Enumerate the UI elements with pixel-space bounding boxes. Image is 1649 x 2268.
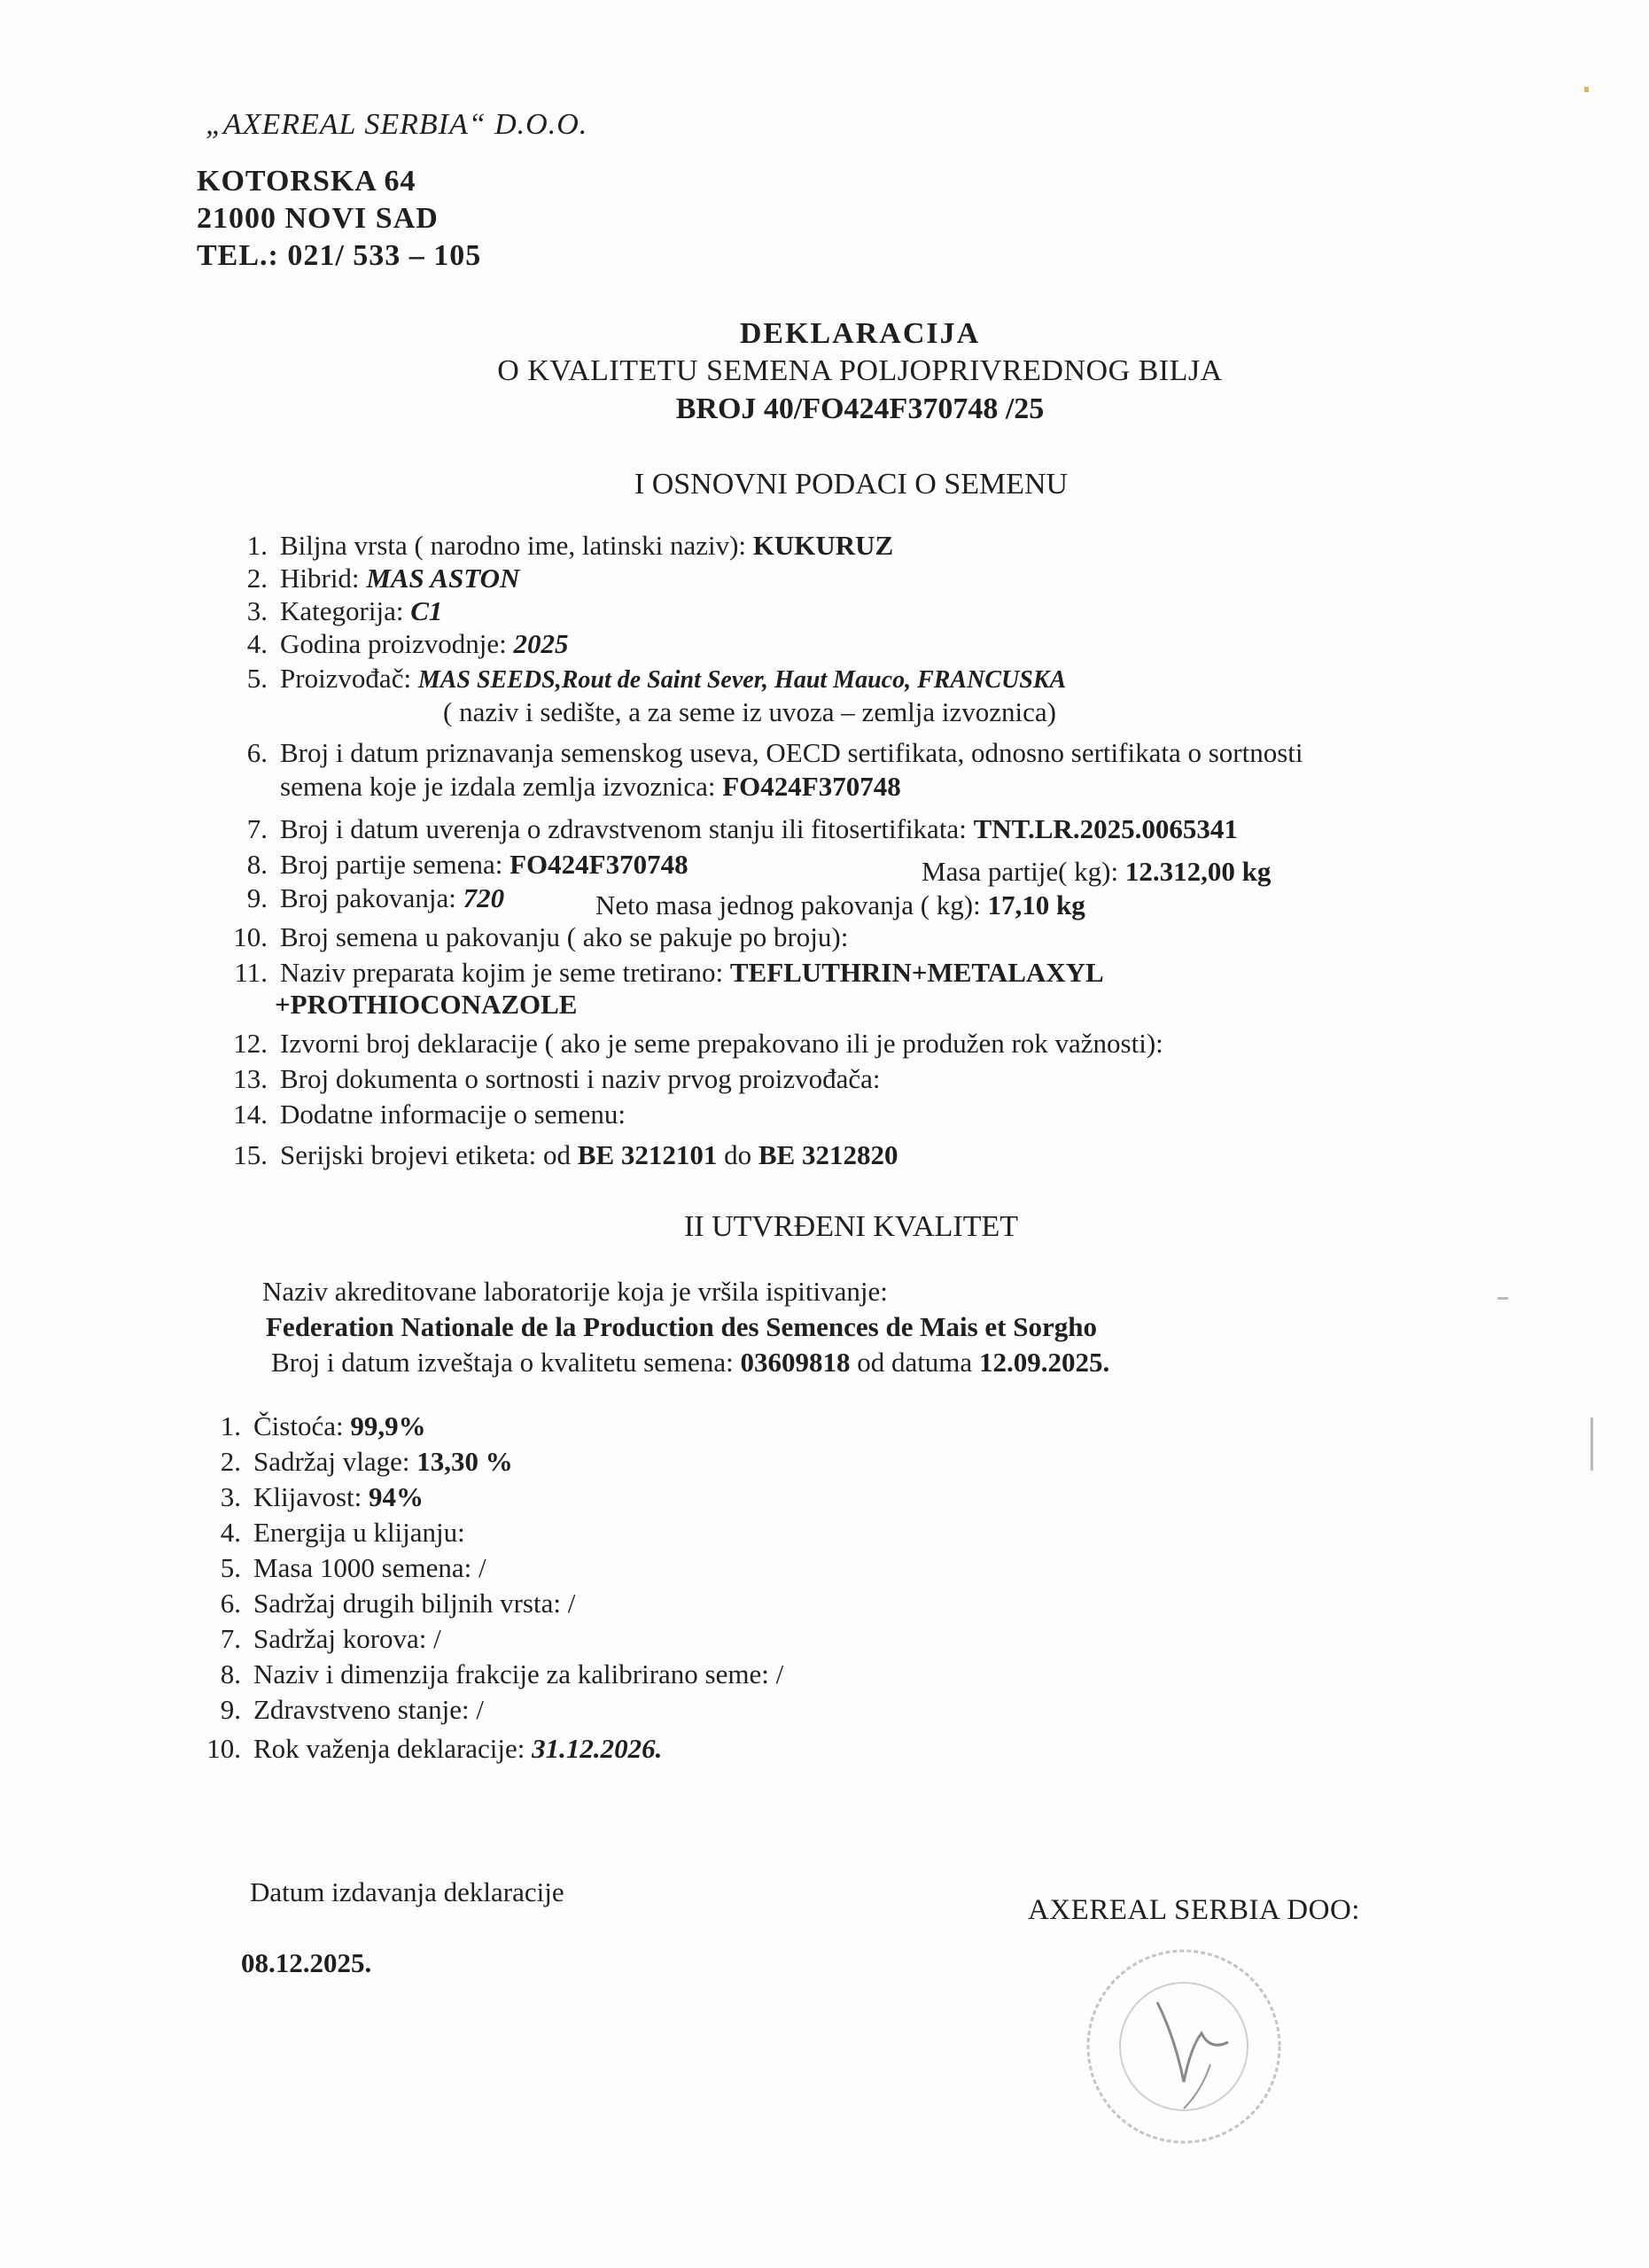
- scan-artifact-mark: [1497, 1297, 1508, 1300]
- item-number: 9.: [220, 1694, 241, 1725]
- item-number: 10.: [206, 1733, 241, 1764]
- item-number: 4.: [220, 1517, 241, 1548]
- item-value: MAS ASTON: [366, 563, 520, 594]
- item-number: 13.: [233, 1063, 268, 1094]
- item-label: Izvorni broj deklaracije ( ako je seme prepakovano ili je produžen rok važnosti):: [280, 1028, 1163, 1059]
- s1-item-6-cont: [280, 771, 901, 803]
- item-label: Broj i datum priznavanja semenskog useva, OECD sertifikata, odnosno sertifikata o sortnosti: [280, 737, 1303, 768]
- item-label: Masa partije( kg):: [922, 856, 1119, 887]
- issue-date-label: Datum izdavanja deklaracije: [250, 1876, 564, 1907]
- item-label: Neto masa jednog pakovanja ( kg):: [595, 889, 981, 920]
- item-number: 7.: [246, 813, 268, 844]
- item-value: /: [476, 1694, 485, 1725]
- item-number: 1.: [220, 1410, 241, 1441]
- item-number: 8.: [246, 849, 268, 880]
- item-label: Energija u klijanju:: [253, 1517, 465, 1548]
- item-number: 9.: [246, 882, 268, 913]
- item-number: 2.: [220, 1446, 241, 1477]
- s1-item-11: [223, 957, 1104, 989]
- item-label: Zdravstveno stanje:: [253, 1694, 470, 1725]
- item-label: Godina proizvodnje:: [280, 628, 507, 659]
- s1-item-5: [223, 663, 1066, 695]
- item-number: 6.: [220, 1588, 241, 1619]
- item-number: 11.: [234, 957, 268, 988]
- scan-artifact-mark: [1584, 87, 1589, 92]
- item-number: 8.: [220, 1658, 241, 1689]
- item-number: 1.: [246, 530, 268, 561]
- s2-item-6: [197, 1588, 575, 1619]
- scan-artifact-mark: [1591, 1418, 1593, 1471]
- s1-item-1: [223, 530, 893, 562]
- item-number: 14.: [233, 1099, 268, 1130]
- s2-item-1: [197, 1410, 426, 1442]
- item-value: KUKURUZ: [752, 530, 894, 561]
- section-1-heading: I OSNOVNI PODACI O SEMENU: [634, 468, 1069, 501]
- item-label: Naziv preparata kojim je seme tretirano:: [280, 957, 724, 988]
- item-label: Broj dokumenta o sortnosti i naziv prvog proizvođača:: [280, 1063, 881, 1094]
- item-value: 17,10 kg: [987, 889, 1085, 920]
- item-value: 2025: [513, 628, 569, 659]
- item-number: 5.: [220, 1552, 241, 1583]
- item-label: Biljna vrsta ( narodno ime, latinski naziv):: [280, 530, 747, 561]
- signature-label: AXEREAL SERBIA DOO:: [1028, 1894, 1360, 1926]
- item-label: Broj semena u pakovanju ( ako se pakuje po broju):: [280, 921, 849, 952]
- item-value: 12.312,00 kg: [1124, 856, 1272, 887]
- lab-name: Federation Nationale de la Production des Semences de Mais et Sorgho: [266, 1311, 1097, 1342]
- s2-item-10: [197, 1733, 662, 1765]
- report-label: Broj i datum izveštaja o kvalitetu semena:: [271, 1347, 734, 1378]
- item-number: 4.: [246, 628, 268, 659]
- report-line: [271, 1347, 1109, 1379]
- s1-item-9: [223, 882, 504, 914]
- s1-item-10: [223, 921, 848, 953]
- company-name: „AXEREAL SERBIA“ D.O.O.: [206, 108, 588, 141]
- item-number: 10.: [233, 921, 268, 952]
- s2-item-9: [197, 1694, 484, 1726]
- issue-date-value: 08.12.2025.: [241, 1947, 372, 1978]
- item-value: 31.12.2026.: [532, 1733, 663, 1764]
- item-value: FO424F370748: [722, 771, 901, 802]
- stamp-signature-image: [1077, 1940, 1290, 2153]
- s2-item-2: [197, 1446, 513, 1478]
- item-label: Sadržaj korova:: [253, 1623, 427, 1654]
- item-value: TNT.LR.2025.0065341: [973, 813, 1238, 844]
- company-phone: TEL.: 021/ 533 – 105: [197, 239, 482, 272]
- item-label: semena koje je izdala zemlja izvoznica:: [280, 771, 716, 802]
- item-value: /: [478, 1552, 486, 1583]
- s2-item-3: [197, 1481, 424, 1513]
- item-label: Masa 1000 semena:: [253, 1552, 472, 1583]
- item-label: Proizvođač:: [280, 663, 412, 694]
- item-label: Broj partije semena:: [280, 849, 503, 880]
- s1-item-7: [223, 813, 1238, 845]
- item-value: BE 3212820: [758, 1139, 898, 1170]
- item-number: 3.: [246, 595, 268, 626]
- item-value: TEFLUTHRIN+METALAXYL: [729, 957, 1104, 988]
- item-number: 15.: [233, 1139, 268, 1170]
- item-value: FO424F370748: [509, 849, 688, 880]
- item-value: /: [433, 1623, 441, 1654]
- item-label: Sadržaj drugih biljnih vrsta:: [253, 1588, 561, 1619]
- item-number: 7.: [220, 1623, 241, 1654]
- s2-item-4: [197, 1517, 465, 1549]
- item-value: 99,9%: [350, 1410, 426, 1441]
- section-2-heading: II UTVRĐENI KVALITET: [683, 1210, 1019, 1243]
- item-label: Čistoća:: [253, 1410, 344, 1441]
- item-number: 3.: [220, 1481, 241, 1512]
- report-number: 03609818: [740, 1347, 851, 1378]
- item-label: do: [724, 1139, 752, 1170]
- item-label: Klijavost:: [253, 1481, 362, 1512]
- item-value: 94%: [369, 1481, 424, 1512]
- item-number: 6.: [246, 737, 268, 768]
- s1-item-4: [223, 628, 568, 660]
- company-city: 21000 NOVI SAD: [197, 202, 439, 235]
- item-label: Hibrid:: [280, 563, 360, 594]
- company-street: KOTORSKA 64: [197, 165, 416, 198]
- s2-item-7: [197, 1623, 441, 1655]
- item-label: Broj i datum uverenja o zdravstvenom stanju ili fitosertifikata:: [280, 813, 967, 844]
- s2-item-8: [197, 1658, 783, 1690]
- s1-item-12: [223, 1028, 1163, 1060]
- item-label: Serijski brojevi etiketa: od: [280, 1139, 572, 1170]
- report-date: 12.09.2025.: [978, 1347, 1110, 1378]
- document-title: DEKLARACIJA: [739, 317, 981, 350]
- item-value: C1: [410, 595, 443, 626]
- s1-item-5-note: ( naziv i sedište, a za seme iz uvoza – zemlja izvoznica): [443, 696, 1057, 727]
- item-number: 2.: [246, 563, 268, 594]
- item-value: BE 3212101: [577, 1139, 718, 1170]
- s1-item-11-cont: +PROTHIOCONAZOLE: [275, 989, 578, 1020]
- s1-item-14: [223, 1099, 626, 1130]
- item-label: Broj pakovanja:: [280, 882, 456, 913]
- item-number: 5.: [246, 663, 268, 694]
- lab-label: Naziv akreditovane laboratorije koja je vršila ispitivanje:: [262, 1276, 888, 1307]
- item-number: 12.: [233, 1028, 268, 1059]
- s1-item-8-mass: [922, 856, 1271, 888]
- item-label: Sadržaj vlage:: [253, 1446, 410, 1477]
- s1-item-9-net: [595, 889, 1085, 921]
- item-value: /: [775, 1658, 784, 1689]
- document-number: BROJ 40/FO424F370748 /25: [675, 392, 1045, 425]
- s1-item-8: [223, 849, 688, 881]
- s1-item-6: [223, 737, 1303, 769]
- report-date-label: od datuma: [857, 1347, 973, 1378]
- item-value: 720: [463, 882, 505, 913]
- s1-item-13: [223, 1063, 881, 1095]
- item-value: MAS SEEDS,Rout de Saint Sever, Haut Mauco, FRANCUSKA: [417, 666, 1067, 694]
- item-label: Kategorija:: [280, 595, 404, 626]
- s1-item-2: [223, 563, 519, 594]
- item-label: Rok važenja deklaracije:: [253, 1733, 525, 1764]
- item-label: Naziv i dimenzija frakcije za kalibrirano seme:: [253, 1658, 769, 1689]
- item-value: /: [567, 1588, 576, 1619]
- item-label: Dodatne informacije o semenu:: [280, 1099, 626, 1130]
- item-value: 13,30 %: [416, 1446, 513, 1477]
- s2-item-5: [197, 1552, 486, 1584]
- document-subtitle: O KVALITETU SEMENA POLJOPRIVREDNOG BILJA: [497, 354, 1223, 387]
- s1-item-15: [223, 1139, 898, 1171]
- s1-item-3: [223, 595, 442, 627]
